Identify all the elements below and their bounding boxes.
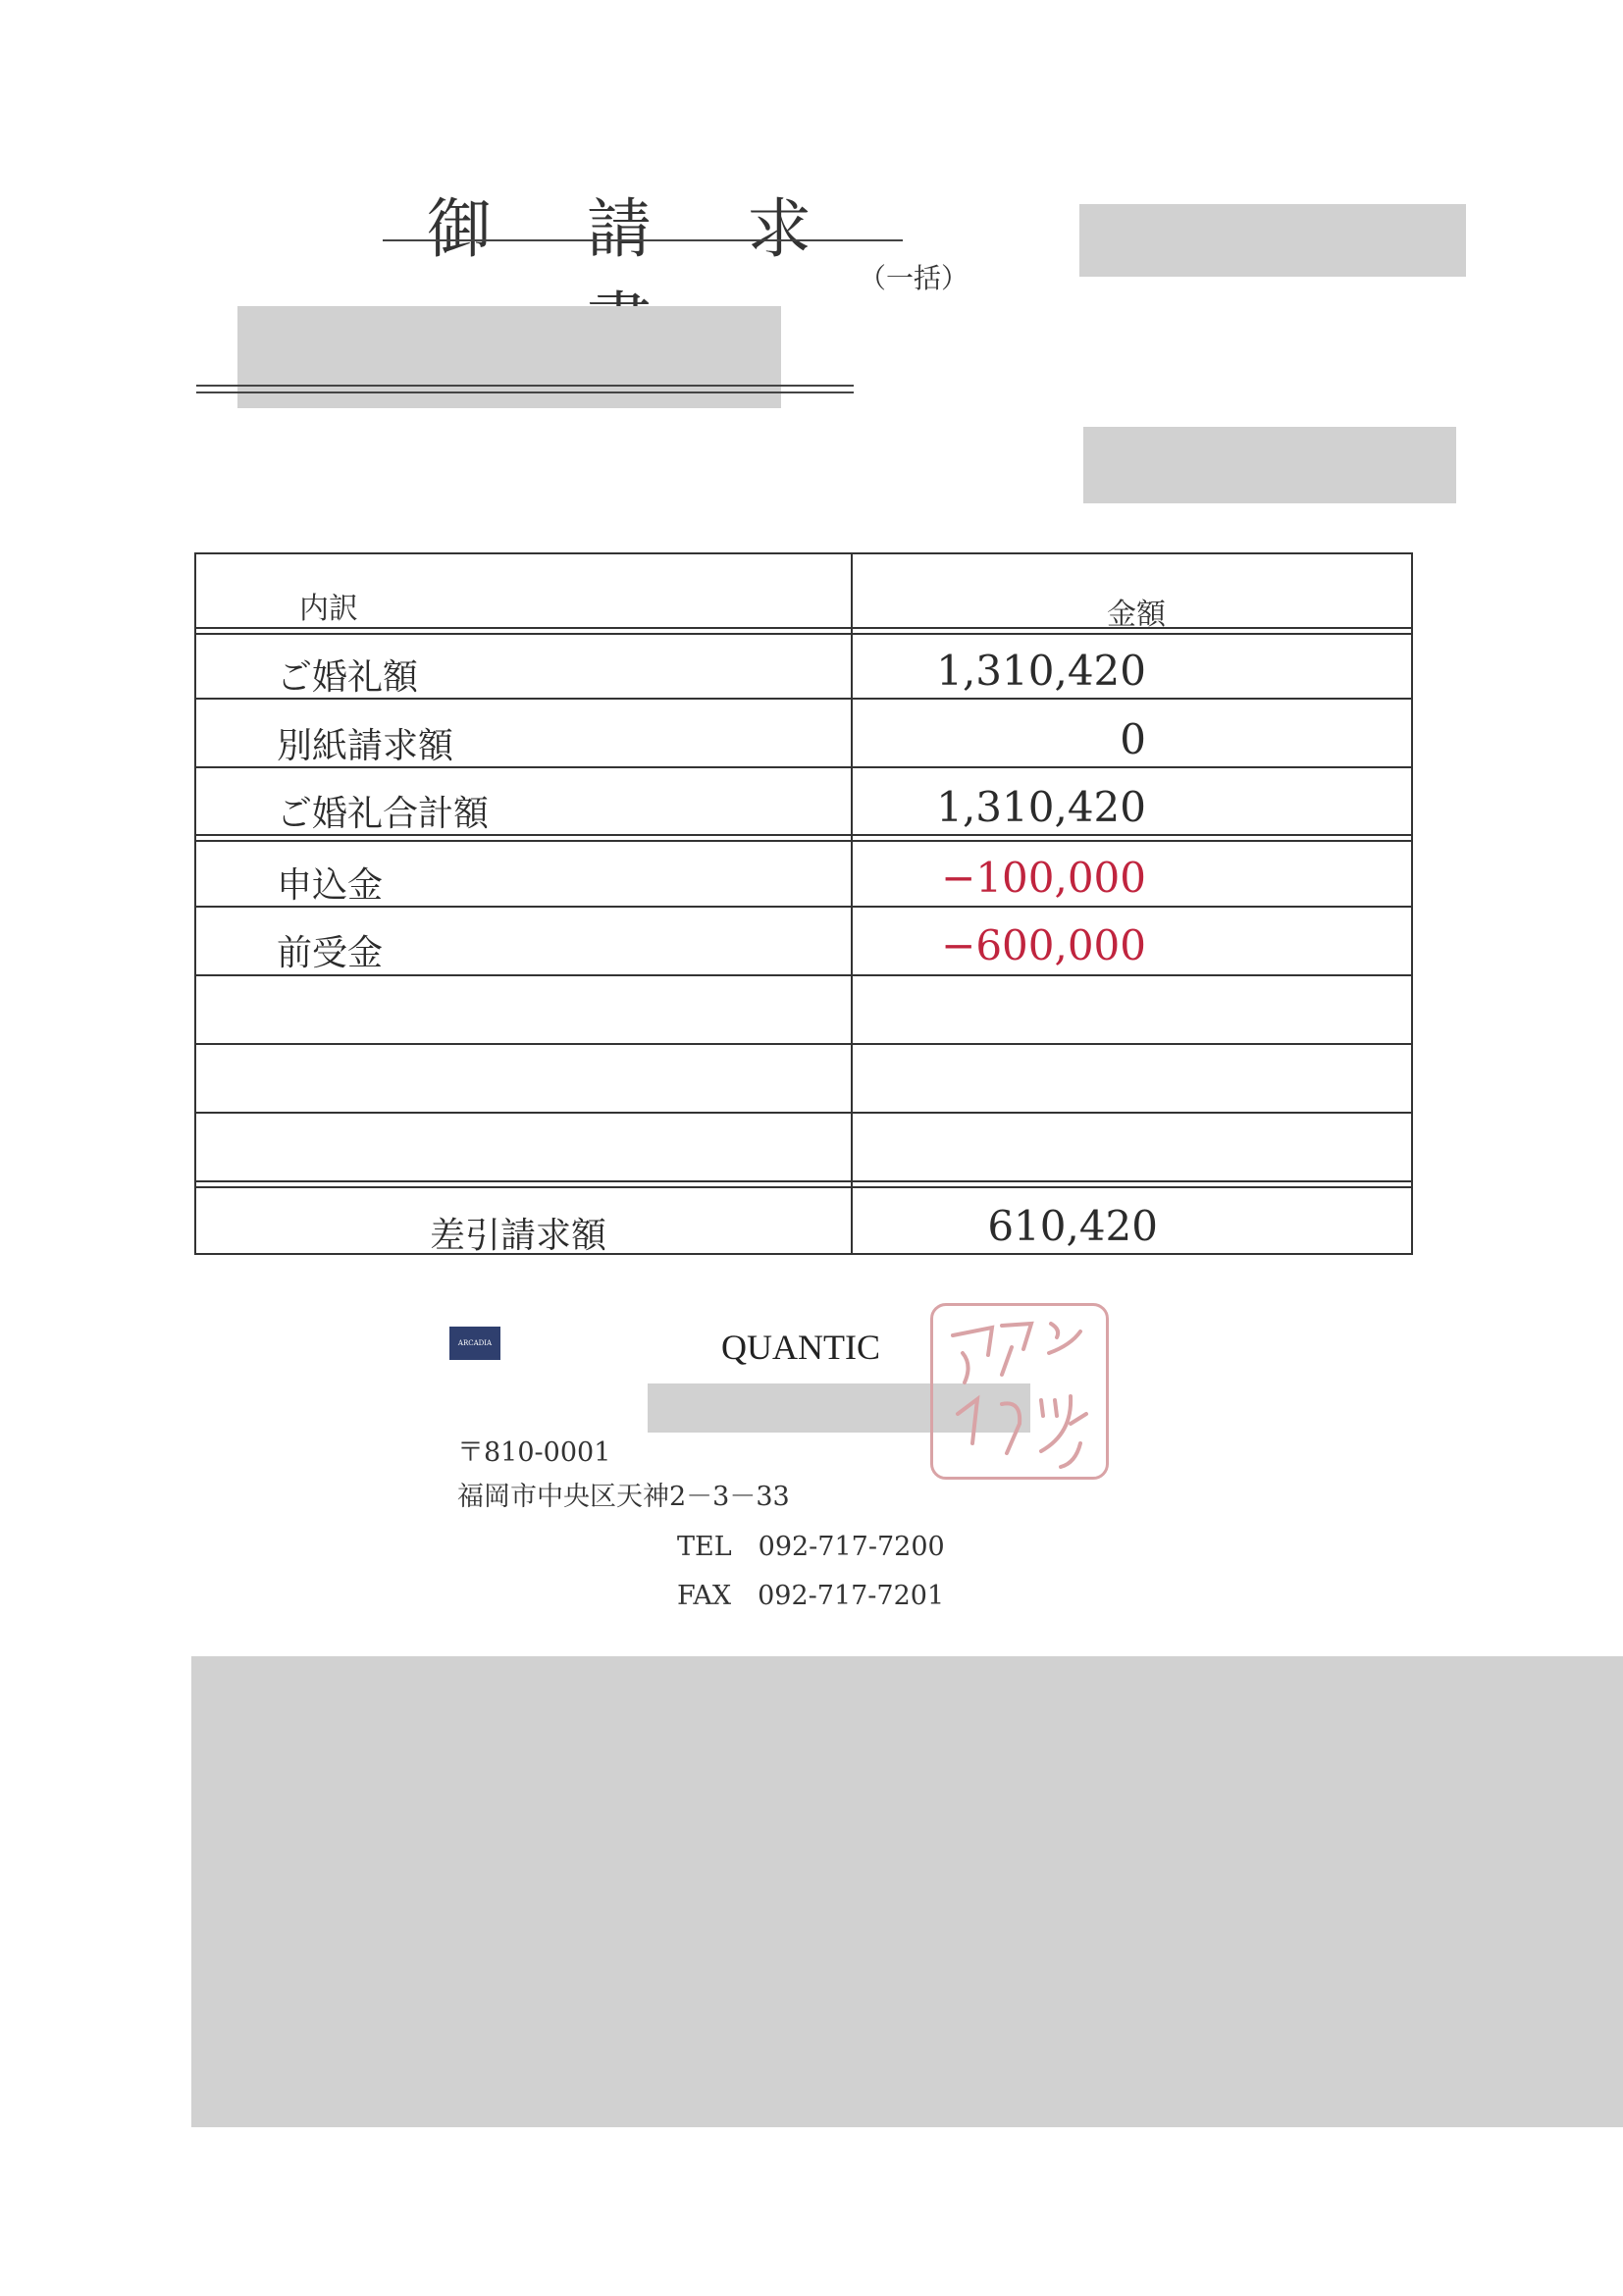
arcadia-logo: ARCADIA: [449, 1327, 500, 1360]
row-label: ご婚礼額: [277, 657, 419, 698]
row-amount: 0: [1120, 715, 1146, 763]
title-underline: [383, 239, 903, 241]
row-amount: 1,310,420: [936, 647, 1146, 695]
addressee-underline-2: [196, 391, 854, 393]
telephone: TEL 092-717-7200: [677, 1532, 945, 1562]
row-amount: −600,000: [941, 921, 1146, 969]
fax: FAX 092-717-7201: [677, 1581, 945, 1611]
invoice-table: [194, 552, 1413, 1255]
postal-code: 〒810-0001: [457, 1437, 611, 1468]
address: 福岡市中央区天神2－3－33: [457, 1482, 790, 1512]
row-amount: −100,000: [941, 854, 1146, 902]
redacted-date: [1079, 204, 1466, 277]
column-divider: [851, 554, 853, 1253]
row-label: 別紙請求額: [277, 726, 454, 766]
row-amount: 1,310,420: [936, 783, 1146, 831]
row-label: ご婚礼合計額: [277, 794, 490, 834]
company-seal: [930, 1303, 1109, 1480]
header-amount: 金額: [1107, 598, 1166, 632]
header-item: 内訳: [299, 592, 358, 626]
addressee-underline: [196, 385, 854, 387]
total-amount: 610,420: [987, 1202, 1158, 1250]
company-name: QUANTIC: [721, 1328, 880, 1367]
redacted-notes: [191, 1656, 1623, 2127]
redacted-amount-box: [1083, 427, 1456, 503]
row-label: 申込金: [277, 865, 384, 906]
total-label: 差引請求額: [430, 1216, 607, 1256]
document-title: 御 請 求: [427, 191, 849, 267]
seal-stamp-icon: [933, 1306, 1106, 1477]
document-subtitle: （一括）: [859, 262, 969, 294]
row-label: 前受金: [277, 933, 384, 973]
